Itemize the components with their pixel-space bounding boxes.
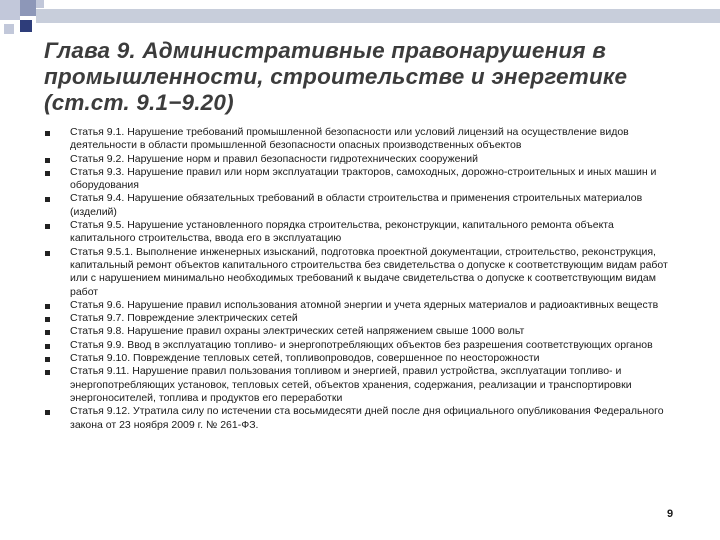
square-bullet-icon xyxy=(45,251,50,256)
list-item-text: Статья 9.7. Повреждение электрических сетей xyxy=(70,312,298,325)
list-item xyxy=(42,312,682,325)
deco-square-5 xyxy=(36,0,44,8)
list-item xyxy=(42,352,682,365)
list-item xyxy=(42,405,682,432)
list-item-text: Статья 9.5.1. Выполнение инженерных изысканий, подготовка проектной документации, строительство, реконструкция, капитальный ремонт объектов капитального строительства без свидетельства о допуске к соответствующим видам работ или с нарушением минимально необходимых требований к выдаче свидетельства о допуске к соответствующим видам работ xyxy=(70,245,668,298)
list-item-text: Статья 9.8. Нарушение правил охраны электрических сетей напряжением свыше 1000 вольт xyxy=(70,325,525,338)
deco-square-3 xyxy=(20,20,32,32)
square-bullet-icon xyxy=(45,131,50,136)
list-item xyxy=(42,153,682,166)
list-item-text: Статья 9.2. Нарушение норм и правил безопасности гидротехнических сооружений xyxy=(70,152,479,165)
list-item-text: Статья 9.1. Нарушение требований промышленной безопасности или условий лицензий на осуществление видов деятельности в области промышленной безопасности опасных производственных объектов xyxy=(70,126,629,152)
list-item xyxy=(42,339,682,352)
square-bullet-icon xyxy=(45,357,50,362)
list-item-text: Статья 9.9. Ввод в эксплуатацию топливо- и энергопотребляющих объектов без разрешения соответствующих органов xyxy=(70,338,653,351)
square-bullet-icon xyxy=(45,370,50,375)
list-item xyxy=(42,166,682,193)
list-item-text: Статья 9.11. Нарушение правил пользования топливом и энергией, правил устройства, эксплуатации топливо- и энергопотребляющих установок, тепловых сетей, объектов хранения, содержания, реализации и транспортировки энергоносителей, топлива и продуктов его переработки xyxy=(70,365,632,404)
square-bullet-icon xyxy=(45,158,50,163)
square-bullet-icon xyxy=(45,330,50,335)
list-item xyxy=(42,192,682,219)
header-bar xyxy=(36,9,720,23)
list-item-text: Статья 9.5. Нарушение установленного порядка строительства, реконструкции, капитального ремонта объекта капитального строительства, ввода его в эксплуатацию xyxy=(70,219,614,245)
list-item-text: Статья 9.3. Нарушение правил или норм эксплуатации тракторов, самоходных, дорожно-строительных и иных машин и оборудования xyxy=(70,165,657,192)
square-bullet-icon xyxy=(45,171,50,176)
page-number: 9 xyxy=(667,508,674,520)
list-item-text: Статья 9.6. Нарушение правил использования атомной энергии и учета ядерных материалов и радиоактивных веществ xyxy=(70,298,659,311)
list-item-text: Статья 9.4. Нарушение обязательных требований в области строительства и применения строительных материалов (изделий) xyxy=(70,192,643,218)
deco-square-1 xyxy=(0,0,20,20)
list-item xyxy=(42,246,682,299)
square-bullet-icon xyxy=(45,197,50,202)
list-item-text: Статья 9.10. Повреждение тепловых сетей, топливопроводов, совершенное по неосторожности xyxy=(70,352,540,365)
square-bullet-icon xyxy=(45,304,50,309)
square-bullet-icon xyxy=(45,344,50,349)
slide-title: Глава 9. Административные правонарушения в промышленности, строительстве и энергетике (ст.ст. 9.1−9.20) xyxy=(44,38,628,115)
list-item xyxy=(42,126,682,153)
list-item xyxy=(42,299,682,312)
article-list xyxy=(42,126,682,432)
list-item-text: Статья 9.12. Утратила силу по истечении ста восьмидесяти дней после дня официального опубликования Федерального закона от 23 ноября 2009 г. № 261-ФЗ. xyxy=(70,405,664,431)
square-bullet-icon xyxy=(45,410,50,415)
square-bullet-icon xyxy=(45,317,50,322)
square-bullet-icon xyxy=(45,224,50,229)
list-item xyxy=(42,219,682,246)
list-item xyxy=(42,325,682,338)
deco-square-4 xyxy=(4,24,14,34)
list-item xyxy=(42,365,682,405)
deco-square-2 xyxy=(20,0,36,16)
